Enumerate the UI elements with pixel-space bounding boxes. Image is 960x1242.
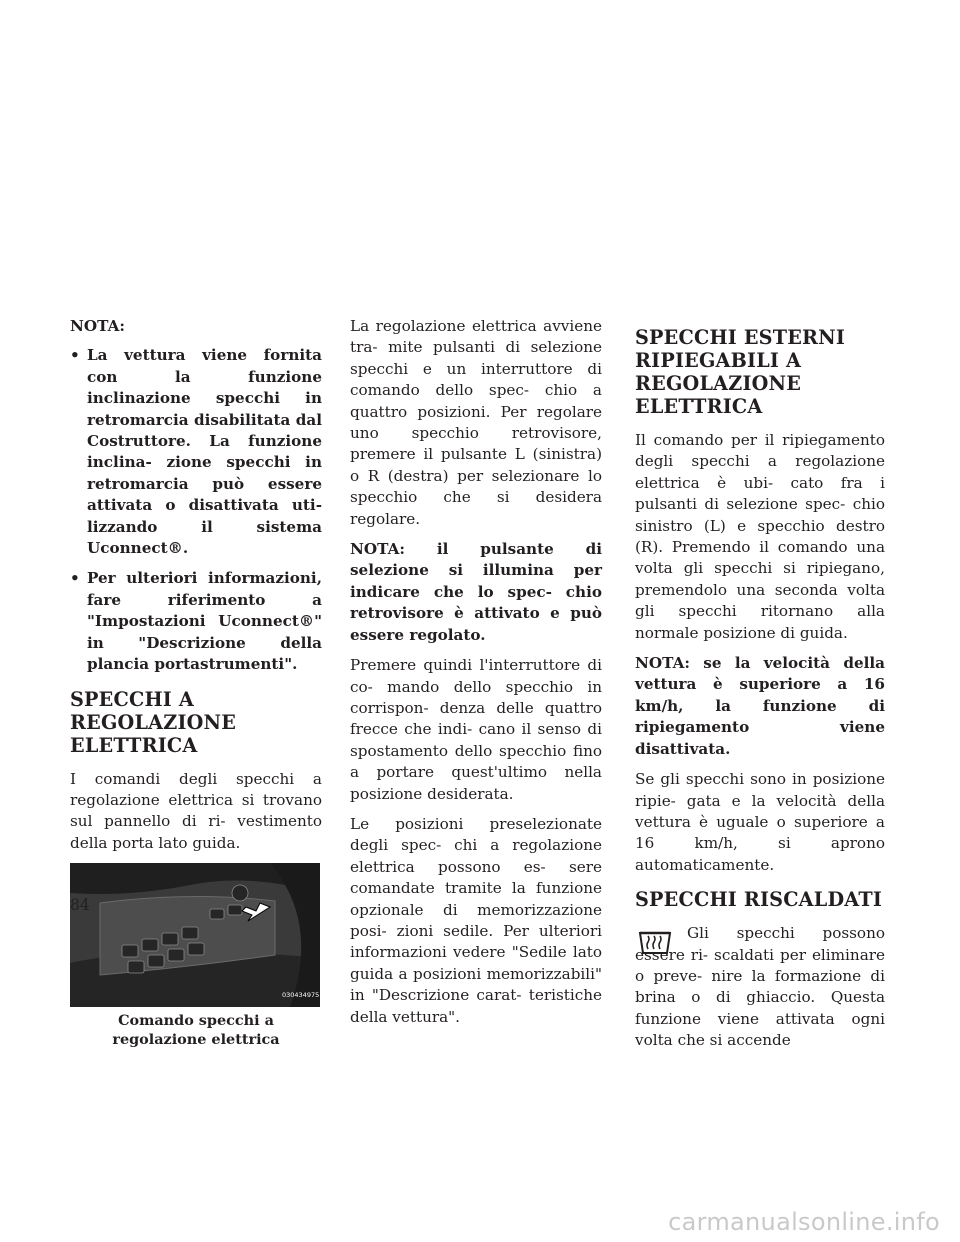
paragraph: Le posizioni preselezionate degli spec- chi a regolazione elettrica possono es- sere comandate tramite la funzione opzionale di memorizzazione posi- zioni sedile. Per ulteriori informazioni vedere "Sedile lato guida a posizioni memorizzabili" in "Descrizione carat- teristiche della vettura". bbox=[350, 814, 602, 1026]
list-item bbox=[70, 345, 322, 559]
paragraph: Il comando per il ripiegamento degli specchi a regolazione elettrica è ubi- cato fra i pulsanti di selezione spec- chio sinistro (L) e specchio destro (R). Premendo il comando una volta gli specchi si ripiegano, premendolo una seconda volta gli specchi ritornano alla normale posizione di guida. bbox=[635, 431, 885, 642]
paragraph: Premere quindi l'interruttore di co- mando dello specchio in corrispon- denza delle quattro frecce che indi- cano il senso di spostamento dello specchio fino a portare quest'ultimo nella posizione desiderata. bbox=[350, 656, 602, 803]
note-label: NOTA: bbox=[70, 317, 125, 335]
figure-caption: Comando specchi a regolazione elettrica bbox=[112, 1012, 280, 1049]
column-middle bbox=[350, 316, 602, 1037]
page-number: 84 bbox=[70, 896, 90, 914]
paragraph: I comandi degli specchi a regolazione elettrica si trovano sul pannello di ri- vestimento della porta lato guida. bbox=[70, 769, 322, 852]
note-paragraph: NOTA: se la velocità della vettura è superiore a 16 km/h, la funzione di ripiegamento viene disattivata. bbox=[635, 654, 885, 758]
section-heading: SPECCHI A REGOLAZIONE ELETTRICA bbox=[70, 687, 237, 757]
heated-mirror-icon bbox=[637, 929, 673, 957]
list-item-text: La vettura viene fornita con la funzione inclinazione specchi in retromarcia disabilitata dal Costruttore. La funzione inclina- zione specchi in retromarcia può essere attivata o disattivata uti- lizzando il sistema Uconnect®. bbox=[87, 346, 322, 558]
list-item bbox=[70, 568, 322, 675]
bullet-icon: • bbox=[70, 346, 80, 365]
paragraph: Gli specchi possono essere ri- scaldati per eliminare o preve- nire la formazione di brina o di ghiaccio. Questa funzione viene attivata ogni volta che si accende bbox=[635, 924, 885, 1050]
section-heading: SPECCHI RISCALDATI bbox=[635, 888, 882, 912]
column-left bbox=[70, 316, 322, 1049]
section-heading: SPECCHI ESTERNI RIPIEGABILI A REGOLAZIONE ELETTRICA bbox=[635, 326, 846, 418]
image-code: 030434975 bbox=[282, 991, 320, 1000]
note-paragraph: NOTA: il pulsante di selezione si illumina per indicare che lo spec- chio retrovisore è attivato e può essere regolato. bbox=[350, 540, 602, 644]
watermark: carmanualsonline.info bbox=[668, 1208, 940, 1236]
door-panel-photo bbox=[70, 863, 320, 1007]
paragraph: Se gli specchi sono in posizione ripie- gata e la velocità della vettura è uguale o superiore a 16 km/h, si aprono automaticamente. bbox=[635, 770, 885, 874]
bullet-icon: • bbox=[70, 569, 80, 588]
note-list bbox=[70, 345, 322, 675]
paragraph: La regolazione elettrica avviene tra- mite pulsanti di selezione specchi e un interruttore di comando dello spec- chio a quattro posizioni. Per regolare uno specchio retrovisore, premere il pulsante L (sinistra) o R (destra) per selezionare lo specchio che si desidera regolare. bbox=[350, 317, 602, 528]
list-item-text: Per ulteriori informazioni, fare riferimento a "Impostazioni Uconnect®" in "Descrizione della plancia portastrumenti". bbox=[87, 569, 322, 674]
heated-mirror-block bbox=[635, 923, 885, 1051]
column-right bbox=[635, 316, 885, 1061]
